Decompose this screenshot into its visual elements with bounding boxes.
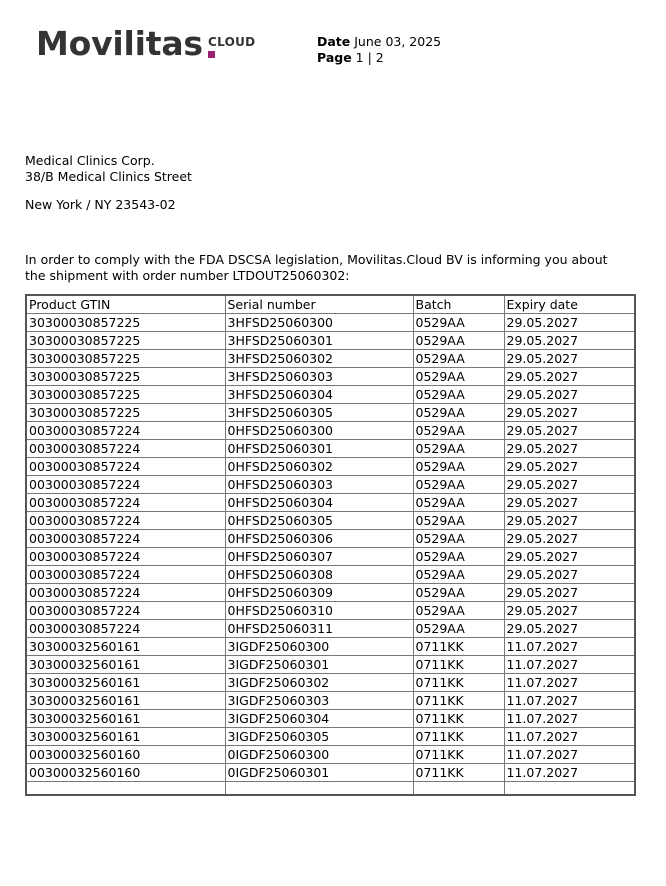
table-row [26,332,635,350]
cell-serial-number: 0IGDF25060300 [225,746,413,764]
cell-batch: 0711KK [413,656,504,674]
cell-serial-number: 3HFSD25060302 [225,350,413,368]
cell-batch: 0529AA [413,314,504,332]
cell-serial-number: 3IGDF25060301 [225,656,413,674]
empty-cell [504,782,635,796]
logo-accent-square [208,51,215,58]
cell-product-gtin: 00300030857224 [26,512,225,530]
cell-product-gtin: 30300032560161 [26,728,225,746]
cell-serial-number: 0HFSD25060311 [225,620,413,638]
cell-serial-number: 0HFSD25060310 [225,602,413,620]
cell-product-gtin: 30300030857225 [26,386,225,404]
cell-serial-number: 3IGDF25060303 [225,692,413,710]
cell-product-gtin: 00300030857224 [26,494,225,512]
cell-batch: 0711KK [413,638,504,656]
header-serial-number: Serial number [225,295,413,314]
page-label: Page [317,50,352,65]
cell-serial-number: 0IGDF25060301 [225,764,413,782]
cell-batch: 0529AA [413,584,504,602]
cell-product-gtin: 30300032560161 [26,710,225,728]
cell-expiry-date: 29.05.2027 [504,494,635,512]
cell-expiry-date: 29.05.2027 [504,422,635,440]
table-row [26,422,635,440]
date-label: Date [317,34,351,49]
cell-serial-number: 0HFSD25060304 [225,494,413,512]
table-row [26,350,635,368]
table-row [26,674,635,692]
logo-suffix: CLOUD [208,35,256,49]
intro-paragraph: In order to comply with the FDA DSCSA legislation, Movilitas.Cloud BV is informing you about the shipment with order number LTDOUT25060302: [25,252,608,283]
cell-expiry-date: 29.05.2027 [504,368,635,386]
cell-expiry-date: 29.05.2027 [504,548,635,566]
cell-batch: 0529AA [413,368,504,386]
cell-product-gtin: 30300030857225 [26,368,225,386]
cell-expiry-date: 29.05.2027 [504,440,635,458]
table-row [26,494,635,512]
cell-expiry-date: 11.07.2027 [504,674,635,692]
date-value: June 03, 2025 [354,34,442,49]
cell-product-gtin: 30300032560161 [26,692,225,710]
table-row [26,476,635,494]
cell-product-gtin: 00300030857224 [26,422,225,440]
cell-serial-number: 0HFSD25060301 [225,440,413,458]
page-line [317,50,441,66]
cell-product-gtin: 00300030857224 [26,584,225,602]
table-row [26,512,635,530]
cell-product-gtin: 30300030857225 [26,332,225,350]
cell-product-gtin: 30300032560161 [26,674,225,692]
cell-product-gtin: 00300032560160 [26,746,225,764]
table-row [26,566,635,584]
cell-serial-number: 3IGDF25060305 [225,728,413,746]
cell-batch: 0529AA [413,422,504,440]
cell-batch: 0529AA [413,566,504,584]
cell-product-gtin: 30300032560161 [26,656,225,674]
cell-product-gtin: 00300030857224 [26,620,225,638]
cell-expiry-date: 29.05.2027 [504,602,635,620]
cell-product-gtin: 00300030857224 [26,548,225,566]
cell-expiry-date: 29.05.2027 [504,458,635,476]
cell-batch: 0529AA [413,350,504,368]
cell-expiry-date: 29.05.2027 [504,584,635,602]
cell-expiry-date: 29.05.2027 [504,314,635,332]
empty-cell [225,782,413,796]
header-expiry-date: Expiry date [504,295,635,314]
table-row [26,620,635,638]
cell-expiry-date: 29.05.2027 [504,530,635,548]
cell-expiry-date: 29.05.2027 [504,620,635,638]
table-row [26,602,635,620]
table-row [26,692,635,710]
cell-expiry-date: 11.07.2027 [504,656,635,674]
table-row [26,764,635,782]
cell-batch: 0711KK [413,692,504,710]
table-header-row [26,295,635,314]
cell-serial-number: 3IGDF25060302 [225,674,413,692]
cell-serial-number: 0HFSD25060306 [225,530,413,548]
table-row [26,404,635,422]
cell-batch: 0529AA [413,440,504,458]
cell-expiry-date: 29.05.2027 [504,332,635,350]
table-row [26,638,635,656]
table-row [26,368,635,386]
cell-serial-number: 0HFSD25060308 [225,566,413,584]
table-row [26,548,635,566]
cell-product-gtin: 00300030857224 [26,602,225,620]
cell-batch: 0529AA [413,512,504,530]
cell-expiry-date: 11.07.2027 [504,746,635,764]
cell-batch: 0529AA [413,476,504,494]
table-row [26,746,635,764]
cell-batch: 0529AA [413,386,504,404]
table-body [26,314,635,796]
table-row [26,710,635,728]
table-row [26,458,635,476]
cell-batch: 0711KK [413,746,504,764]
cell-serial-number: 0HFSD25060303 [225,476,413,494]
address-line-2: 38/B Medical Clinics Street [25,169,192,184]
address-line-3: New York / NY 23543-02 [25,197,176,212]
cell-product-gtin: 00300030857224 [26,476,225,494]
recipient-address [25,153,192,213]
cell-serial-number: 0HFSD25060309 [225,584,413,602]
cell-serial-number: 3HFSD25060305 [225,404,413,422]
table-row [26,728,635,746]
cell-batch: 0529AA [413,494,504,512]
cell-serial-number: 0HFSD25060305 [225,512,413,530]
cell-batch: 0711KK [413,728,504,746]
cell-expiry-date: 29.05.2027 [504,404,635,422]
cell-product-gtin: 30300032560161 [26,638,225,656]
date-line [317,34,441,50]
cell-product-gtin: 00300030857224 [26,566,225,584]
cell-expiry-date: 11.07.2027 [504,764,635,782]
cell-expiry-date: 11.07.2027 [504,728,635,746]
cell-product-gtin: 00300030857224 [26,458,225,476]
table-continuation-row [26,782,635,796]
cell-serial-number: 3HFSD25060300 [225,314,413,332]
logo-wordmark: Movilitas [36,24,203,63]
header-batch: Batch [413,295,504,314]
cell-serial-number: 3HFSD25060303 [225,368,413,386]
cell-serial-number: 0HFSD25060302 [225,458,413,476]
cell-batch: 0711KK [413,674,504,692]
cell-expiry-date: 11.07.2027 [504,710,635,728]
cell-batch: 0529AA [413,548,504,566]
cell-expiry-date: 11.07.2027 [504,638,635,656]
table-row [26,530,635,548]
cell-product-gtin: 30300030857225 [26,314,225,332]
cell-batch: 0529AA [413,458,504,476]
page-value: 1 | 2 [355,50,384,65]
shipment-table [25,294,636,796]
empty-cell [26,782,225,796]
cell-batch: 0529AA [413,332,504,350]
cell-batch: 0711KK [413,710,504,728]
cell-product-gtin: 00300030857224 [26,440,225,458]
cell-expiry-date: 11.07.2027 [504,692,635,710]
table-row [26,440,635,458]
cell-expiry-date: 29.05.2027 [504,350,635,368]
cell-serial-number: 0HFSD25060307 [225,548,413,566]
address-line-1: Medical Clinics Corp. [25,153,155,168]
cell-expiry-date: 29.05.2027 [504,476,635,494]
cell-serial-number: 3HFSD25060301 [225,332,413,350]
cell-product-gtin: 30300030857225 [26,404,225,422]
table-row [26,314,635,332]
cell-batch: 0529AA [413,404,504,422]
table-row [26,584,635,602]
table-row [26,386,635,404]
cell-serial-number: 3HFSD25060304 [225,386,413,404]
cell-product-gtin: 30300030857225 [26,350,225,368]
table-row [26,656,635,674]
cell-expiry-date: 29.05.2027 [504,512,635,530]
document-meta [317,34,441,66]
cell-serial-number: 3IGDF25060304 [225,710,413,728]
cell-expiry-date: 29.05.2027 [504,386,635,404]
cell-batch: 0529AA [413,530,504,548]
cell-product-gtin: 00300032560160 [26,764,225,782]
cell-batch: 0711KK [413,764,504,782]
cell-expiry-date: 29.05.2027 [504,566,635,584]
cell-product-gtin: 00300030857224 [26,530,225,548]
cell-batch: 0529AA [413,620,504,638]
cell-serial-number: 0HFSD25060300 [225,422,413,440]
header-product-gtin: Product GTIN [26,295,225,314]
empty-cell [413,782,504,796]
cell-batch: 0529AA [413,602,504,620]
cell-serial-number: 3IGDF25060300 [225,638,413,656]
